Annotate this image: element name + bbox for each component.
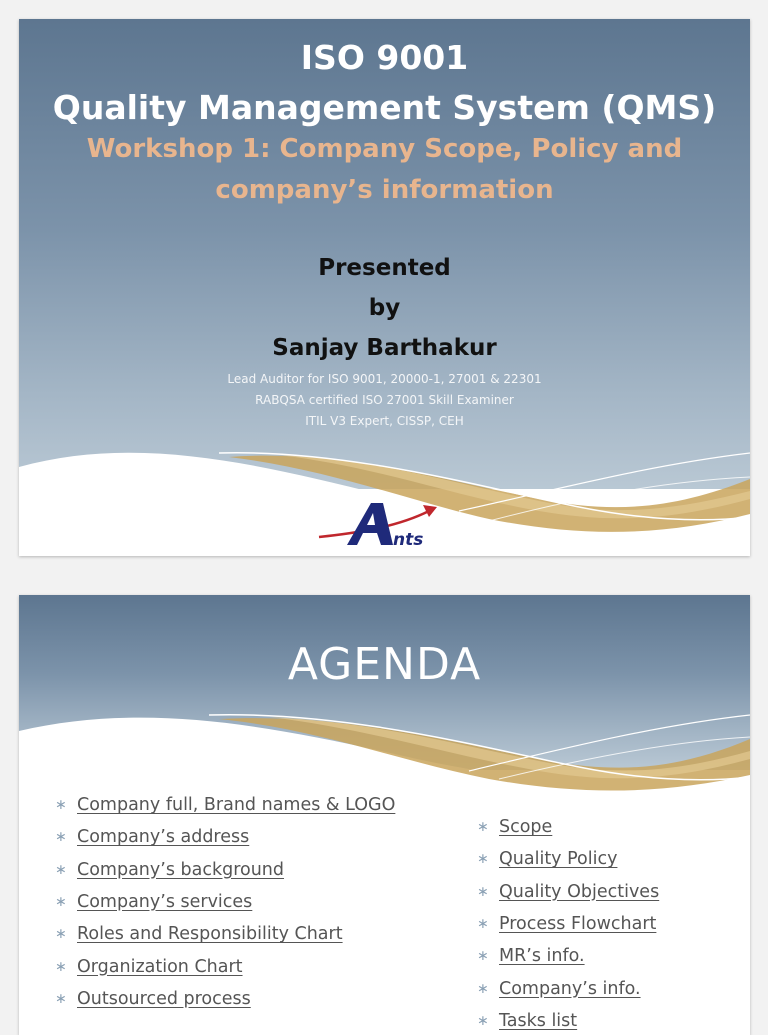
list-item xyxy=(477,908,659,940)
title-line-1: ISO 9001 xyxy=(300,38,469,77)
bullet-icon: ∗ xyxy=(55,861,67,878)
agenda-link-company-names[interactable]: Company full, Brand names & LOGO xyxy=(77,795,396,816)
list-item xyxy=(477,940,659,972)
list-item xyxy=(477,1005,659,1035)
list-item xyxy=(477,843,659,875)
list-item xyxy=(55,983,395,1015)
bullet-icon: ∗ xyxy=(477,948,489,965)
agenda-link-mr-info[interactable]: MR’s info. xyxy=(499,946,585,967)
agenda-link-scope[interactable]: Scope xyxy=(499,817,553,838)
subtitle-line-1: Workshop 1: Company Scope, Policy and xyxy=(86,134,683,164)
bullet-icon: ∗ xyxy=(55,894,67,911)
agenda-title: AGENDA xyxy=(287,639,482,690)
presenter-name: Sanjay Barthakur xyxy=(272,335,497,361)
credential-line: ITIL V3 Expert, CISSP, CEH xyxy=(305,414,464,428)
presented-label: Presented xyxy=(318,255,451,281)
agenda-link-tasks-list[interactable]: Tasks list xyxy=(499,1010,578,1031)
list-item xyxy=(477,811,659,843)
agenda-link-company-background[interactable]: Company’s background xyxy=(77,859,285,880)
agenda-slide xyxy=(19,595,750,1035)
list-item xyxy=(477,972,659,1004)
list-item xyxy=(55,886,395,918)
by-label: by xyxy=(368,295,401,321)
bullet-icon: ∗ xyxy=(477,980,489,997)
agenda-link-process-flowchart[interactable]: Process Flowchart xyxy=(499,914,657,935)
agenda-link-company-services[interactable]: Company’s services xyxy=(77,892,253,913)
bullet-icon: ∗ xyxy=(477,883,489,900)
bullet-icon: ∗ xyxy=(55,829,67,846)
bullet-icon: ∗ xyxy=(55,958,67,975)
bullet-icon: ∗ xyxy=(55,926,67,943)
agenda-link-roles-chart[interactable]: Roles and Responsibility Chart xyxy=(77,924,343,945)
bullet-icon: ∗ xyxy=(477,819,489,836)
title-slide xyxy=(19,19,750,556)
slide-title xyxy=(19,33,750,133)
agenda-link-company-address[interactable]: Company’s address xyxy=(77,827,250,848)
ants-logo xyxy=(317,497,457,549)
list-item xyxy=(55,854,395,886)
bullet-icon: ∗ xyxy=(55,797,67,814)
agenda-list-left xyxy=(55,789,395,1015)
presenter-block xyxy=(19,248,750,368)
agenda-link-quality-objectives[interactable]: Quality Objectives xyxy=(499,881,660,902)
bullet-icon: ∗ xyxy=(55,990,67,1007)
presenter-credentials xyxy=(19,369,750,432)
bullet-icon: ∗ xyxy=(477,1012,489,1029)
slide-subtitle xyxy=(19,129,750,211)
credential-line: RABQSA certified ISO 27001 Skill Examiner xyxy=(255,393,514,407)
list-item xyxy=(55,789,395,821)
list-item xyxy=(55,821,395,853)
agenda-link-organization-chart[interactable]: Organization Chart xyxy=(77,956,243,977)
agenda-list-right xyxy=(477,811,659,1035)
bullet-icon: ∗ xyxy=(477,851,489,868)
credential-line: Lead Auditor for ISO 9001, 20000-1, 27001 & 22301 xyxy=(227,372,542,386)
subtitle-line-2: company’s information xyxy=(215,175,554,205)
list-item xyxy=(55,950,395,982)
list-item xyxy=(55,918,395,950)
bullet-icon: ∗ xyxy=(477,916,489,933)
list-item xyxy=(477,876,659,908)
svg-text:nts: nts xyxy=(393,530,424,549)
agenda-link-company-info[interactable]: Company’s info. xyxy=(499,978,641,999)
title-line-2: Quality Management System (QMS) xyxy=(52,88,717,127)
agenda-link-quality-policy[interactable]: Quality Policy xyxy=(499,849,618,870)
agenda-link-outsourced-process[interactable]: Outsourced process xyxy=(77,988,251,1009)
